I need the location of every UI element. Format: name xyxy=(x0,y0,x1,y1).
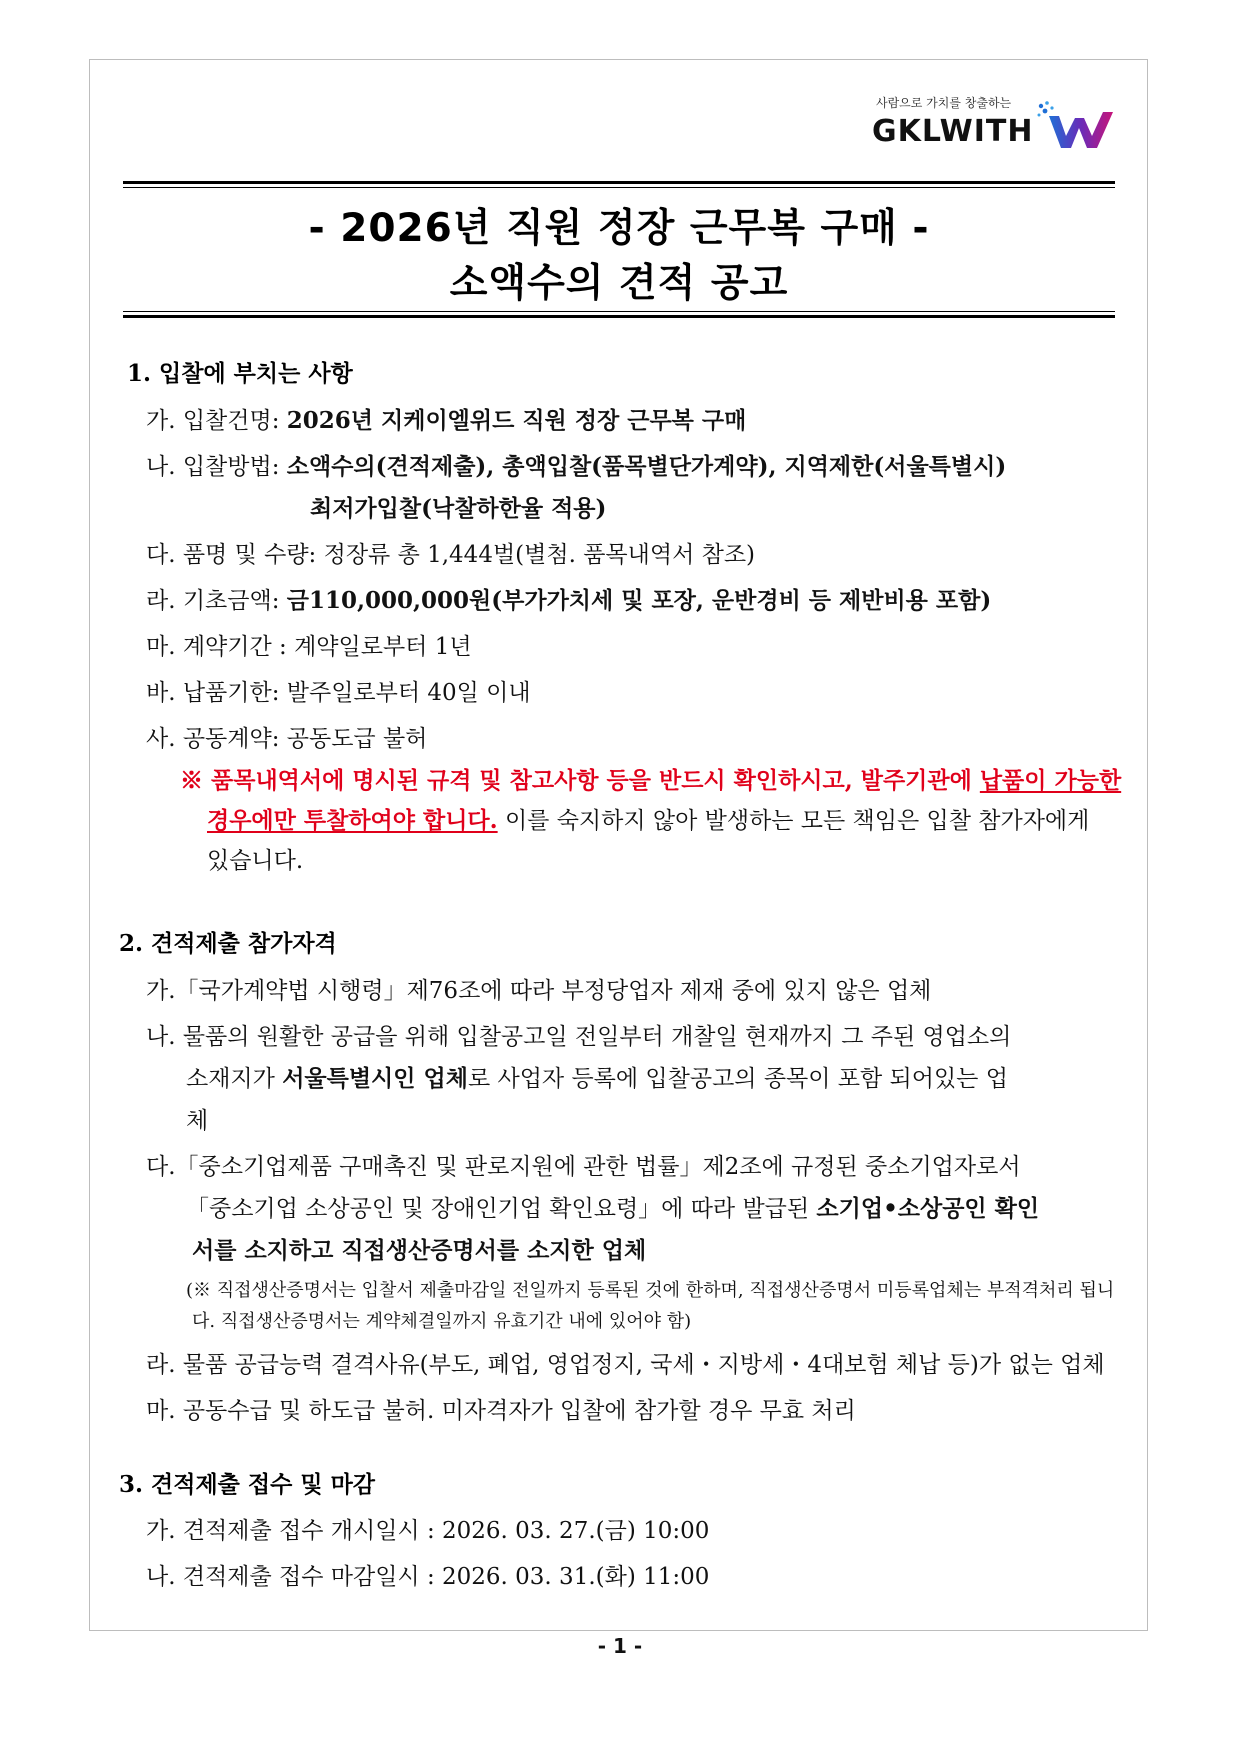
section2-item-b-line1: 나. 물품의 원활한 공급을 위해 입찰공고일 전일부터 개찰일 현재까지 그 주된 영업소의 xyxy=(146,1024,1012,1050)
section1-item-d xyxy=(146,582,991,615)
section2-item-c-note1: (※ 직접생산증명서는 입찰서 제출마감일 전일까지 등록된 것에 한하며, 직접생산증명서 미등록업체는 부적격처리 됩니 xyxy=(186,1280,1115,1301)
section2-item-b-line2 xyxy=(186,1060,1008,1093)
item-a-value: 2026년 지케이엘위드 직원 정장 근무복 구매 xyxy=(286,407,747,434)
title-top-rule-thin xyxy=(123,187,1115,188)
item-b-label: 나. 입찰방법: xyxy=(146,454,287,480)
section2-item-c-line3: 서를 소지하고 직접생산증명서를 소지한 업체 xyxy=(192,1237,647,1264)
logo-name: GKLWITH xyxy=(872,114,1034,149)
section1-notice-line1 xyxy=(180,762,1121,795)
item-b-pre: 소재지가 xyxy=(186,1066,283,1092)
section1-item-b-value2: 최저가입찰(낙찰하한율 적용) xyxy=(310,495,607,522)
item-c-pre: 「중소기업 소상공인 및 장애인기업 확인요령」에 따라 발급된 xyxy=(186,1196,817,1222)
section1-item-f: 바. 납품기한: 발주일로부터 40일 이내 xyxy=(146,680,531,706)
section1-notice-line2 xyxy=(207,802,1089,835)
page-title-line2: 소액수의 견적 공고 xyxy=(449,261,789,306)
section2-item-d: 라. 물품 공급능력 결격사유(부도, 폐업, 영업정지, 국세・지방세・4대보험 체납 등)가 없는 업체 xyxy=(146,1352,1105,1378)
item-d-label: 라. 기초금액: xyxy=(146,588,287,614)
section3-item-a: 가. 견적제출 접수 개시일시 : 2026. 03. 27.(금) 10:00 xyxy=(146,1518,710,1544)
notice-red-underlined2: 경우에만 투찰하여야 합니다. xyxy=(207,807,498,834)
section1-item-a xyxy=(146,402,746,435)
notice-rest: 이를 숙지하지 않아 발생하는 모든 책임은 입찰 참가자에게 xyxy=(497,808,1090,834)
item-b-bold: 서울특별시인 업체 xyxy=(282,1065,468,1092)
section1-heading: 1. 입찰에 부치는 사항 xyxy=(127,360,353,387)
item-d-value: 금110,000,000원(부가가치세 및 포장, 운반경비 등 제반비용 포함) xyxy=(286,587,992,614)
item-c-bold: 소기업•소상공인 확인 xyxy=(816,1195,1040,1222)
page-number: - 1 - xyxy=(597,1634,643,1658)
item-b-post: 로 사업자 등록에 입찰공고의 종목이 포함 되어있는 업 xyxy=(467,1066,1008,1092)
section2-item-e: 마. 공동수급 및 하도급 불허. 미자격자가 입찰에 참가할 경우 무효 처리 xyxy=(146,1398,856,1424)
logo-tagline: 사람으로 가치를 창출하는 xyxy=(876,96,1012,110)
title-bottom-rule xyxy=(123,315,1115,318)
section2-heading: 2. 견적제출 참가자격 xyxy=(119,930,337,957)
item-b-value1: 소액수의(견적제출), 총액입찰(품목별단가계약), 지역제한(서울특별시) xyxy=(286,453,1007,480)
logo-w-mark-icon xyxy=(1035,98,1123,154)
section1-item-g: 사. 공동계약: 공동도급 불허 xyxy=(146,726,428,752)
page-title-line1: - 2026년 직원 정장 근무복 구매 - xyxy=(308,206,930,251)
section3-heading: 3. 견적제출 접수 및 마감 xyxy=(119,1471,376,1498)
item-a-label: 가. 입찰건명: xyxy=(146,408,287,434)
section1-item-b xyxy=(146,448,1006,481)
section2-item-c-line1: 다.「중소기업제품 구매촉진 및 판로지원에 관한 법률」제2조에 규정된 중소기업자로서 xyxy=(146,1154,1021,1180)
title-bottom-rule-thin xyxy=(123,311,1115,312)
section1-item-e: 마. 계약기간 : 계약일로부터 1년 xyxy=(146,634,472,660)
title-top-rule xyxy=(123,181,1115,184)
notice-red-underlined1: 납품이 가능한 xyxy=(979,767,1122,794)
section2-item-b-line3: 체 xyxy=(186,1108,209,1134)
notice-red-text: ※ 품목내역서에 명시된 규격 및 참고사항 등을 반드시 확인하시고, 발주기관에 xyxy=(180,767,980,794)
section1-item-c: 다. 품명 및 수량: 정장류 총 1,444벌(별첨. 품목내역서 참조) xyxy=(146,542,756,568)
section2-item-c-note2: 다. 직접생산증명서는 계약체결일까지 유효기간 내에 있어야 함) xyxy=(192,1311,692,1332)
company-logo xyxy=(870,88,1130,160)
section3-item-b: 나. 견적제출 접수 마감일시 : 2026. 03. 31.(화) 11:00 xyxy=(146,1564,710,1590)
section1-notice-line3: 있습니다. xyxy=(207,848,304,874)
section2-item-c-line2 xyxy=(186,1190,1039,1223)
section2-item-a: 가.「국가계약법 시행령」제76조에 따라 부정당업자 제재 중에 있지 않은 업체 xyxy=(146,978,932,1004)
